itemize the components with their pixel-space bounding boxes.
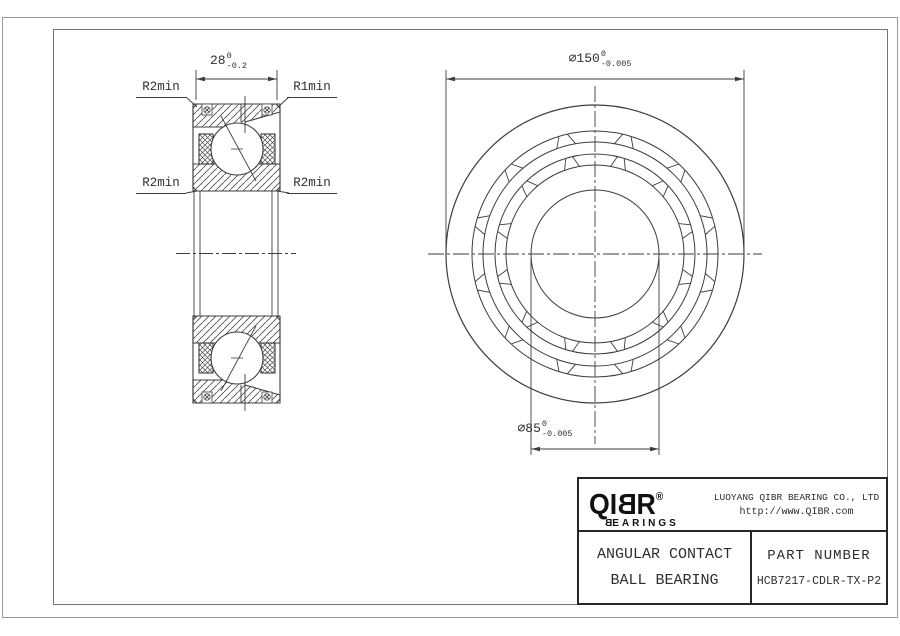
- logo-sub-mirrored-b: B: [602, 518, 613, 529]
- width-value: 28: [210, 53, 226, 68]
- radius-label-mid-left: R2min: [136, 176, 186, 194]
- company-info: [707, 479, 886, 530]
- company-name: LUOYANG QIBR BEARING CO., LTD: [713, 491, 880, 503]
- diameter-symbol: ⌀: [517, 421, 526, 436]
- od-dimension-text: [550, 51, 650, 69]
- od-tol-upper: 0: [600, 49, 606, 59]
- od-value: 150: [576, 51, 600, 66]
- width-dimension-lines: [196, 70, 277, 100]
- part-number-cell: [752, 532, 886, 603]
- diameter-symbol: ⌀: [568, 51, 577, 66]
- width-tol-upper: 0: [226, 51, 232, 61]
- logo-letter: I: [609, 489, 618, 521]
- product-type-line1: ANGULAR CONTACT: [596, 546, 733, 563]
- front-view: [428, 70, 762, 455]
- title-block-detail-row: [579, 532, 886, 603]
- bore-value: 85: [525, 421, 541, 436]
- logo-letter: R: [636, 489, 656, 521]
- radius-label-top-left: R2min: [136, 80, 186, 98]
- company-website: http://www.QIBR.com: [739, 506, 854, 518]
- width-dimension-text: [210, 53, 247, 71]
- bore-tol-upper: 0: [541, 419, 548, 429]
- section-view: [176, 70, 296, 411]
- bore-tol-lower: -0.005: [541, 428, 573, 439]
- part-number-label: PART NUMBER: [767, 547, 871, 564]
- registered-trademark-mark: ®: [655, 491, 664, 503]
- part-number-value: HCB7217-CDLR-TX-P2: [756, 574, 882, 588]
- product-type-cell: [579, 532, 752, 603]
- logo-letter: Q: [589, 489, 610, 521]
- brand-logo: [579, 479, 707, 530]
- radius-label-top-right: R1min: [287, 80, 337, 98]
- bore-dimension-text: [500, 421, 590, 439]
- od-tol-lower: -0.005: [600, 58, 632, 69]
- logo-letter-mirrored-b: B: [617, 489, 637, 521]
- brand-wordmark: [589, 482, 698, 520]
- width-tol-lower: -0.2: [226, 60, 248, 71]
- title-block: [577, 477, 888, 605]
- logo-sub-rest: EARINGS: [612, 518, 679, 529]
- product-type-line2: BALL BEARING: [610, 572, 719, 589]
- radius-label-mid-right: R2min: [287, 176, 337, 194]
- title-block-header-row: [579, 479, 886, 532]
